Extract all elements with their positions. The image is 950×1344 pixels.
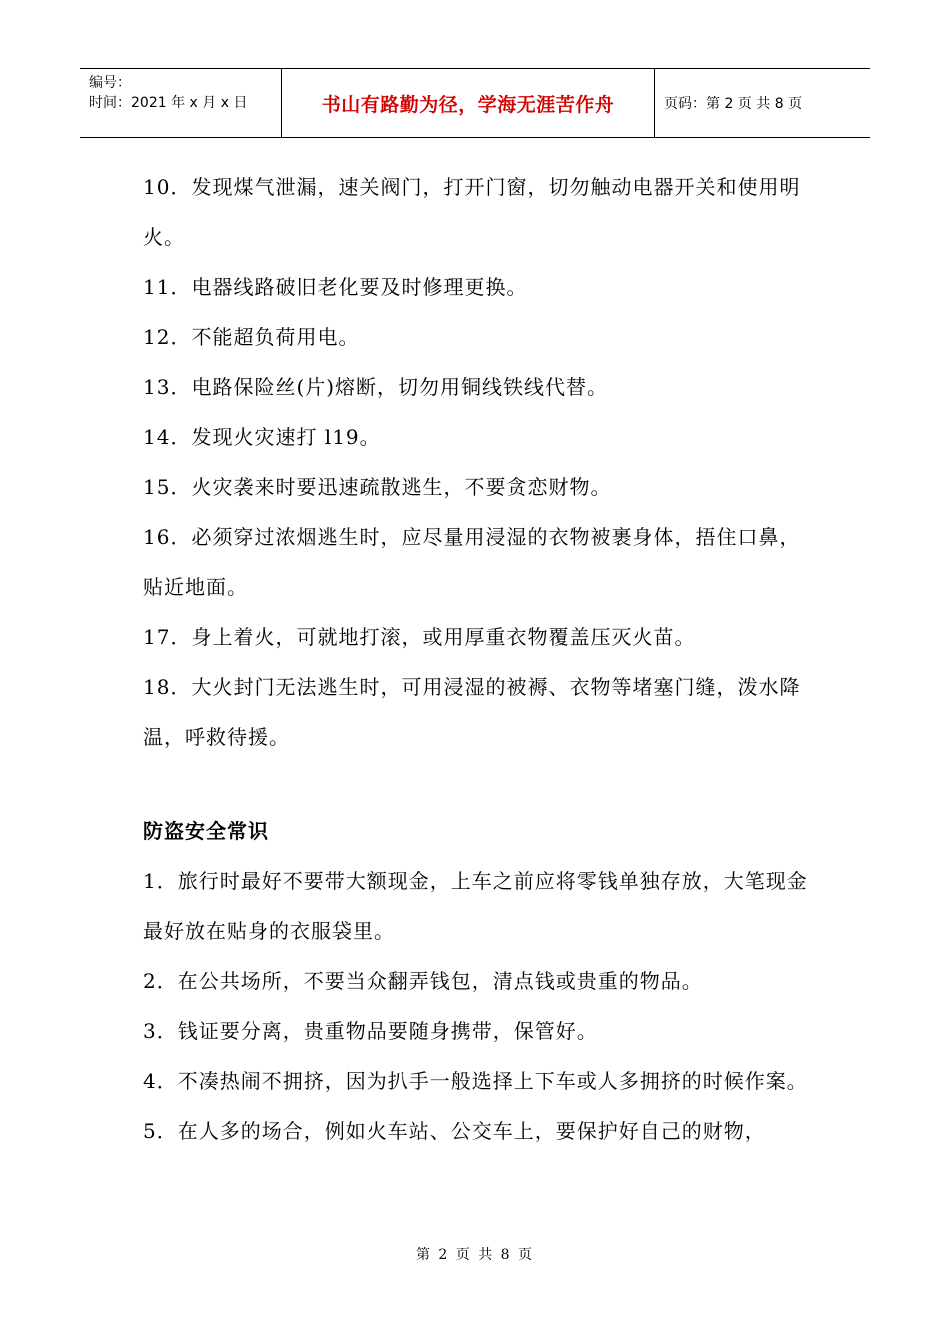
motto-text: 书山有路勤为径，学海无涯苦作舟 [321, 93, 615, 116]
header-motto-cell [282, 69, 655, 137]
header-page-cell [655, 69, 870, 137]
document-body [143, 162, 815, 1156]
fire-item: 13．电路保险丝(片)熔断，切勿用铜线铁线代替。 [143, 375, 609, 399]
fire-item: 12．不能超负荷用电。 [143, 325, 360, 349]
fire-item: 14．发现火灾速打 l19。 [143, 425, 381, 449]
theft-item: 3．钱证要分离，贵重物品要随身携带，保管好。 [143, 1019, 598, 1043]
fire-item: 18．大火封门无法逃生时，可用浸湿的被褥、衣物等堵塞门缝，泼水降温，呼救待援。 [143, 675, 801, 749]
page-header [80, 68, 870, 138]
time-label: 时间：2021 年 x 月 x 日 [89, 95, 248, 111]
number-label: 编号： [89, 75, 131, 91]
page-footer: 第 2 页 共 8 页 [415, 1247, 535, 1263]
theft-item: 2．在公共场所，不要当众翻弄钱包，清点钱或贵重的物品。 [143, 969, 703, 993]
header-meta-cell [80, 69, 282, 137]
theft-item: 4．不凑热闹不拥挤，因为扒手一般选择上下车或人多拥挤的时候作案。 [143, 1069, 808, 1093]
fire-item: 16．必须穿过浓烟逃生时，应尽量用浸湿的衣物被裹身体，捂住口鼻，贴近地面。 [143, 525, 801, 599]
section-title: 防盗安全常识 [143, 819, 269, 843]
page-info: 页码：第 2 页 共 8 页 [664, 96, 803, 112]
fire-item: 17．身上着火，可就地打滚，或用厚重衣物覆盖压灭火苗。 [143, 625, 696, 649]
fire-item: 11．电器线路破旧老化要及时修理更换。 [143, 275, 528, 299]
theft-item: 1．旅行时最好不要带大额现金，上车之前应将零钱单独存放，大笔现金最好放在贴身的衣服袋里。 [143, 869, 808, 943]
section-gap [143, 762, 815, 806]
theft-item: 5．在人多的场合，例如火车站、公交车上，要保护好自己的财物， [143, 1119, 766, 1143]
fire-item: 10．发现煤气泄漏，速关阀门，打开门窗，切勿触动电器开关和使用明火。 [143, 175, 801, 249]
fire-item: 15．火灾袭来时要迅速疏散逃生，不要贪恋财物。 [143, 475, 612, 499]
